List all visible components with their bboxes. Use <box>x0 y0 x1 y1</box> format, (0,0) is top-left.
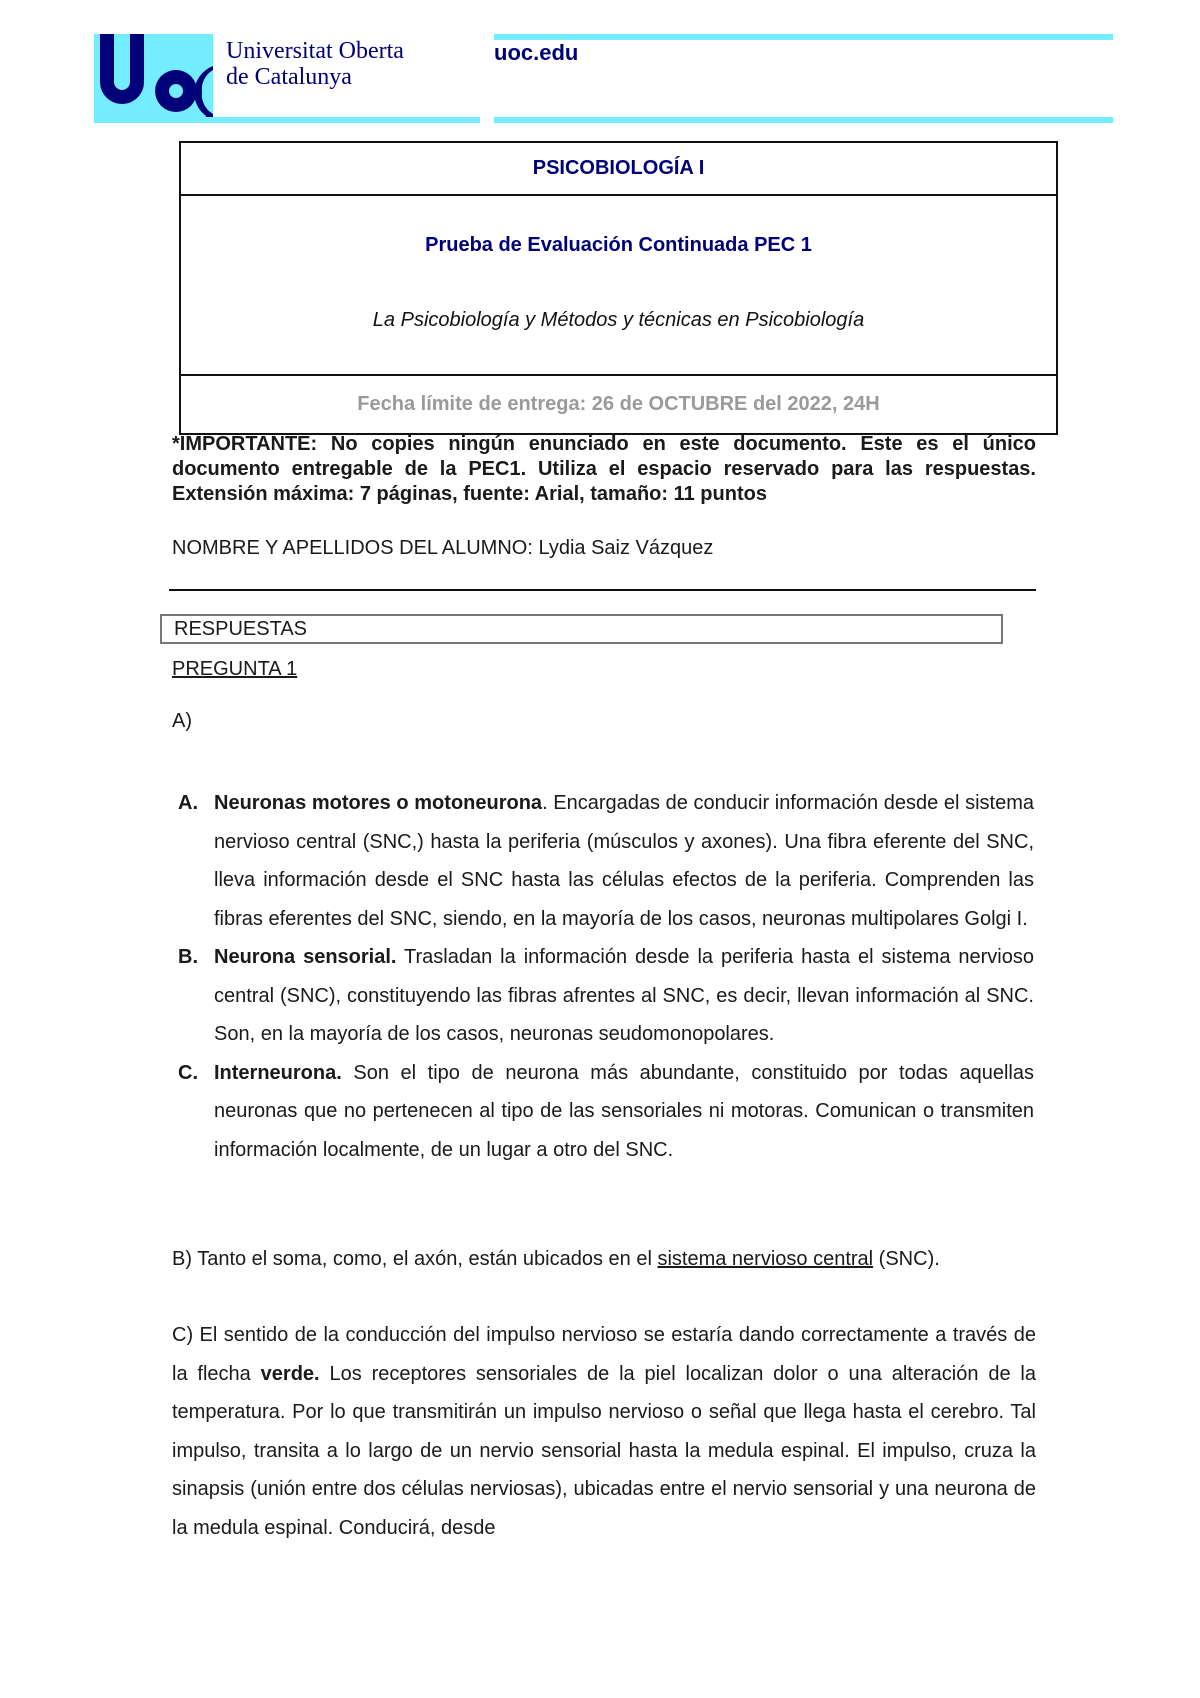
brand-band-bottom-left <box>94 117 480 123</box>
website-link[interactable]: uoc.edu <box>494 40 579 65</box>
university-name-line1: Universitat Oberta <box>226 38 404 64</box>
divider <box>169 589 1036 591</box>
part-b-text: B) Tanto el soma, como, el axón, están ubicados en el <box>172 1248 658 1270</box>
deadline: Fecha límite de entrega: 26 de OCTUBRE del 2022, 24H <box>357 393 880 415</box>
uoc-logo-mark <box>94 34 213 123</box>
part-b-underlined: sistema nervioso central <box>657 1248 874 1270</box>
brand-band-bottom-right <box>494 117 1113 123</box>
neuron-description: Son el tipo de neurona más abundante, constituido por todas aquellas neuronas que no pertenecen al tipo de las sensoriales ni motoras. Comunican o transmiten información localmente, de un lugar a otro del SNC. <box>214 1061 1034 1161</box>
question-title: PREGUNTA 1 <box>172 658 298 680</box>
list-item <box>178 938 1034 1054</box>
part-c-answer <box>172 1316 1036 1547</box>
list-marker: A. <box>178 792 198 814</box>
brand-band-top <box>494 34 1113 40</box>
list-item <box>178 1054 1034 1170</box>
part-b-text-end: (SNC). <box>873 1248 940 1270</box>
list-marker: B. <box>178 946 198 968</box>
answers-heading: RESPUESTAS <box>160 614 1003 644</box>
neuron-term: Interneurona. <box>214 1061 342 1084</box>
test-title: Prueba de Evaluación Continuada PEC 1 <box>425 234 812 256</box>
neuron-term: Neurona sensorial. <box>214 946 397 968</box>
list-marker: C. <box>178 1061 198 1084</box>
student-name: Lydia Saiz Vázquez <box>538 537 714 559</box>
part-c-text-end: Los receptores sensoriales de la piel localizan dolor o una alteración de la temperatura. Por lo que transmitirán un impulso nervioso o señal que llega hasta el cerebro. Tal impulso, transita a lo largo de un nervio sensorial hasta la medula espinal. El impulso, cruza la sinapsis (unión entre dos células nerviosas), ubicadas entre el nervio sensorial y una neurona de la medula espinal. Conducirá, desde <box>172 1362 1036 1539</box>
part-b-answer <box>172 1240 1036 1279</box>
part-a-label: A) <box>172 710 192 732</box>
student-label: NOMBRE Y APELLIDOS DEL ALUMNO: <box>172 537 533 559</box>
neuron-types-list <box>178 784 1034 1169</box>
neuron-description: Trasladan la información desde la periferia hasta el sistema nervioso central (SNC), constituyendo las fibras afrentes al SNC, es decir, llevan información al SNC. Son, en la mayoría de los casos, neuronas seudomonopolares. <box>214 946 1034 1045</box>
course-title: PSICOBIOLOGÍA I <box>181 143 1056 196</box>
test-topic: La Psicobiología y Métodos y técnicas en Psicobiología <box>372 309 865 331</box>
title-table <box>179 141 1058 435</box>
university-name <box>226 38 404 90</box>
assignment-info <box>181 196 1056 376</box>
important-note: *IMPORTANTE: No copies ningún enunciado en este documento. Este es el único documento entregable de la PEC1. Utiliza el espacio reservado para las respuestas. Extensión máxima: 7 páginas, fuente: Arial, tamaño: 11 puntos <box>172 433 1036 505</box>
neuron-term: Neuronas motores o motoneurona <box>214 792 543 814</box>
part-c-text: C) El sentido de la conducción del impulso nervioso se estaría dando correctamente a través de la flecha <box>172 1324 1036 1385</box>
part-c-bold: verde. <box>260 1362 320 1385</box>
student-line <box>172 537 1036 560</box>
uoc-logo-icon <box>94 34 213 123</box>
list-item <box>178 784 1034 938</box>
neuron-description: . Encargadas de conducir información desde el sistema nervioso central (SNC,) hasta la periferia (músculos y axones). Una fibra eferente del SNC, lleva información desde el SNC hasta las células efectos de la periferia. Comprenden las fibras eferentes del SNC, siendo, en la mayoría de los casos, neuronas multipolares Golgi I. <box>214 792 1034 930</box>
university-name-line2: de Catalunya <box>226 64 352 90</box>
